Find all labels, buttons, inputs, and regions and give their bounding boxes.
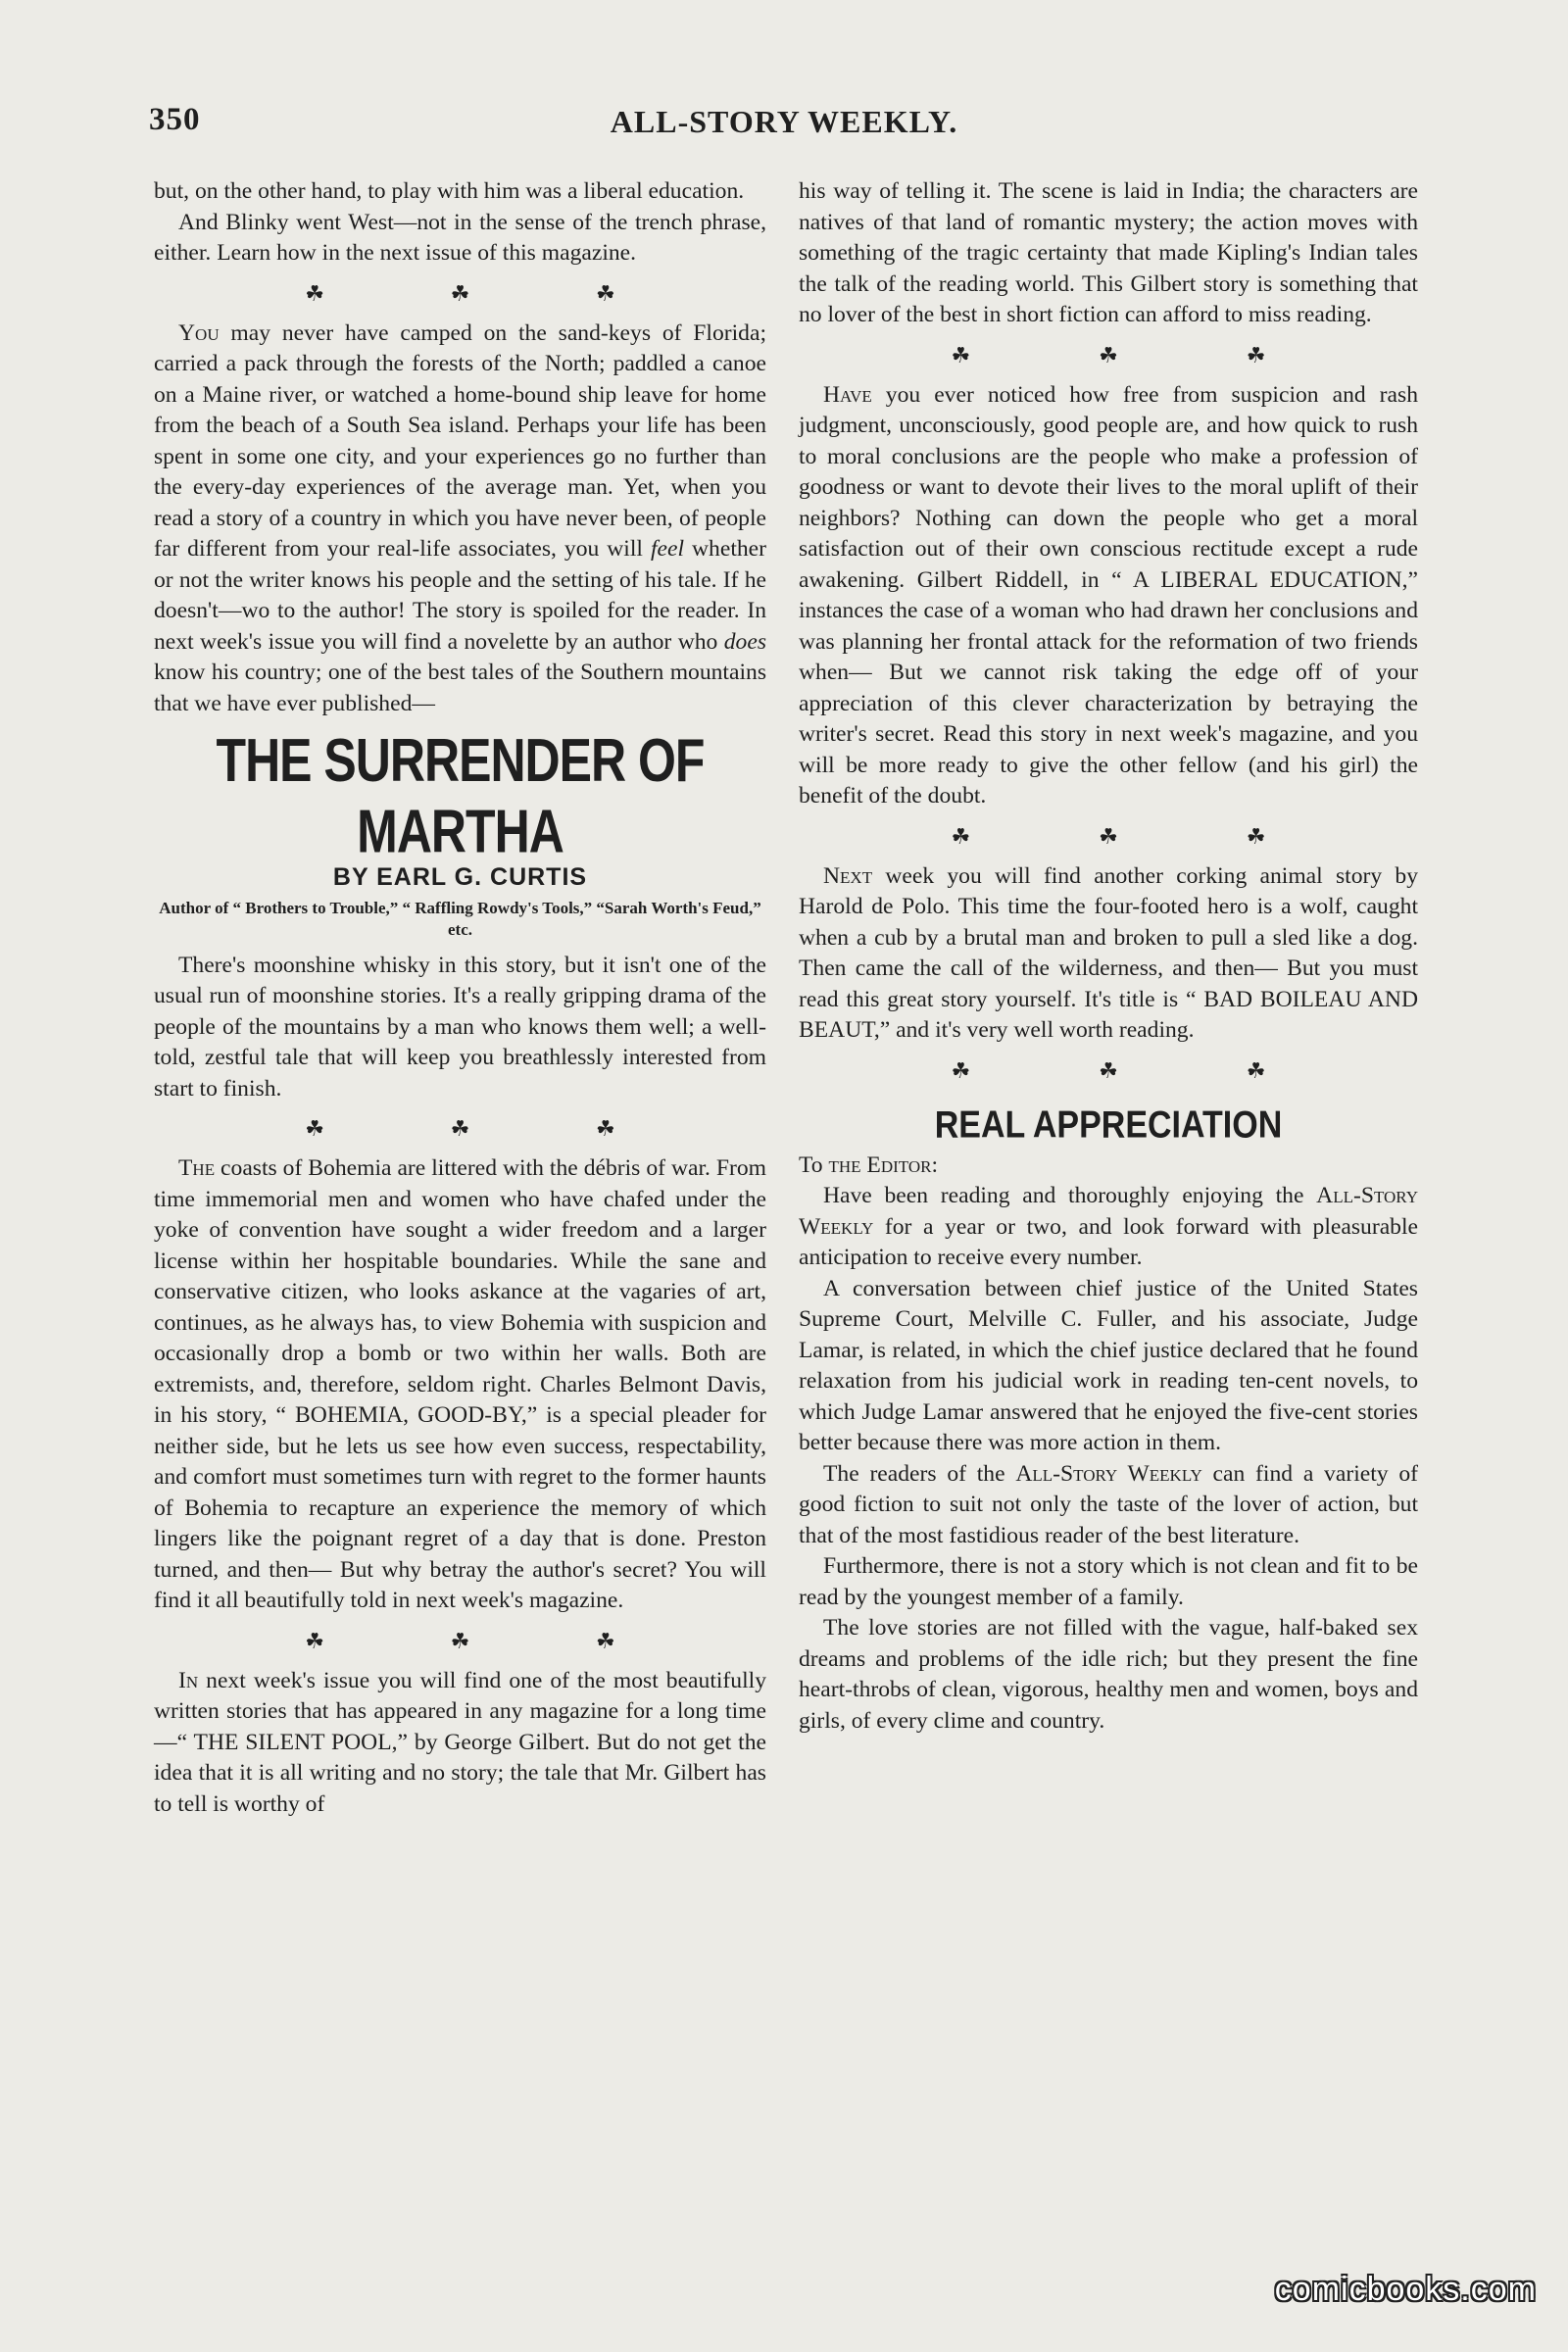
lead-word: You — [178, 319, 220, 346]
shamrock-icon: ☘ — [1099, 823, 1118, 849]
magazine-name: All-Story Weekly — [799, 1183, 1418, 1240]
shamrock-icon: ☘ — [951, 823, 971, 849]
shamrock-icon: ☘ — [305, 1116, 325, 1142]
ornament-divider — [154, 270, 766, 318]
shamrock-icon: ☘ — [1099, 342, 1118, 368]
byline: BY EARL G. CURTIS — [332, 863, 588, 891]
salutation — [799, 1151, 1418, 1182]
paragraph: The love stories are not filled with the vague, half-baked sex dreams and problems of the idle rich; but they present the fine heart-throbs of clean, vigorous, healthy men and women, boys and girls, of every clime and country. — [799, 1615, 1418, 1734]
paragraph — [799, 380, 1418, 812]
shamrock-icon: ☘ — [450, 280, 470, 306]
shamrock-icon: ☘ — [595, 280, 615, 306]
running-head: ALL-STORY WEEKLY. — [610, 104, 958, 139]
paragraph — [799, 861, 1418, 1047]
ornament-divider — [799, 331, 1418, 380]
text: the Editor — [828, 1152, 932, 1178]
text: may never have camped on the sand-keys of Florida; carried a pack through the forests of the North; paddled a canoe on a Maine river, or watched a home-bound ship leave for home from the beach of a South Sea island. Perhaps your life has been spent in some one city, and your experiences go no further than the every-day experiences of the average man. Yet, when you read a story of a country in which you have never been, of people far different from your real-life associates, you will — [154, 319, 766, 562]
paragraph: Furthermore, there is not a story which is not clean and fit to be read by the youngest member of a family. — [799, 1553, 1418, 1610]
lead-word: The — [178, 1155, 216, 1181]
shamrock-icon: ☘ — [1246, 823, 1266, 849]
text: can find a variety of good fiction to suit not only the taste of the lover of action, but that of the most fastidious reader of the best literature. — [799, 1460, 1418, 1548]
shamrock-icon: ☘ — [951, 1057, 971, 1083]
paragraph: his way of telling it. The scene is laid in India; the characters are natives of that land of romantic mystery; the action moves with something of the tragic certainty that made Kipling's Indian tales the talk of the reading world. This Gilbert story is something that no lover of the best in short fiction can afford to miss reading. — [799, 178, 1418, 327]
ornament-divider — [154, 1617, 766, 1666]
text: : — [931, 1152, 939, 1178]
story-title: THE SURRENDER OF MARTHA — [216, 725, 705, 866]
left-column — [154, 176, 766, 1820]
author-credits: Author of “ Brothers to Trouble,” “ Raffling Rowdy's Tools,” “Sarah Worth's Feud,” etc. — [159, 898, 761, 939]
lead-word: Have — [823, 381, 872, 408]
paragraph — [799, 1181, 1418, 1274]
paragraph — [154, 1153, 766, 1617]
shamrock-icon: ☘ — [450, 1628, 470, 1653]
shamrock-icon: ☘ — [450, 1116, 470, 1142]
paragraph — [799, 1459, 1418, 1552]
paragraph: but, on the other hand, to play with him was a liberal education. — [154, 178, 745, 204]
emphasis: does — [723, 628, 766, 655]
shamrock-icon: ☘ — [951, 342, 971, 368]
right-column — [799, 176, 1418, 1737]
lead-word: Next — [823, 862, 873, 889]
lead-word: In — [178, 1667, 199, 1693]
shamrock-icon: ☘ — [305, 280, 325, 306]
section-title: REAL APPRECIATION — [934, 1102, 1283, 1147]
text: next week's issue you will find one of the most beautifully written stories that has appeared in any magazine for a long time—“ THE SILENT POOL,” by George Gilbert. But do not get the idea that it is all writing and no story; the tale that Mr. Gilbert has to tell is worthy of — [154, 1667, 766, 1817]
page-number: 350 — [149, 102, 201, 137]
text: Have been reading and thoroughly enjoying the — [823, 1183, 1317, 1208]
text: coasts of Bohemia are littered with the débris of war. From time immemorial men and women who have chafed under the yoke of convention have sought a wider freedom and a larger license within her hospitable boundaries. While the sane and conservative citizen, who looks askance at the vagaries of art, continues, as he always has, to view Bohemia with suspicion and occasionally drop a bomb or two within her walls. Both are extremists, and, therefore, seldom right. Charles Belmont Davis, in his story, “ BOHEMIA, GOOD-BY,” is a special pleader for neither side, but he lets us see how even success, respectability, and comfort must sometimes turn with regret to the former haunts of Bohemia to recapture an experience the memory of which lingers like the poignant regret of a day that is done. Preston turned, and then— But why betray the author's secret? You will find it all beautifully told in next week's magazine. — [154, 1155, 766, 1613]
shamrock-icon: ☘ — [1246, 1057, 1266, 1083]
text: To — [799, 1152, 829, 1178]
text: whether or not the writer knows his people and the setting of his tale. If he doesn't—wo to the author! The story is spoiled for the reader. In next week's issue you will find a novelette by an author who — [154, 536, 767, 655]
magazine-name: All-Story Weekly — [1015, 1460, 1202, 1487]
text: know his country; one of the best tales of the Southern mountains that we have ever published— — [154, 660, 766, 716]
text: week you will find another corking animal story by Harold de Polo. This time the four-footed hero is a wolf, caught when a cub by a brutal man and broken to pull a sled like a dog. Then came the call of the wilderness, and then— But you must read this great story yourself. It's title is “ BAD BOILEAU AND BEAUT,” and it's very well worth reading. — [799, 862, 1418, 1043]
ornament-divider — [799, 812, 1418, 861]
paragraph — [154, 318, 766, 720]
paragraph: There's moonshine whisky in this story, but it isn't one of the usual run of moonshine stories. It's a really gripping drama of the people of the mountains by a man who knows them well; a well-told, zestful tale that will keep you breathlessly interested from start to finish. — [154, 952, 766, 1102]
shamrock-icon: ☘ — [1246, 342, 1266, 368]
ornament-divider — [154, 1104, 766, 1153]
paragraph: A conversation between chief justice of the United States Supreme Court, Melville C. Fuller, and his associate, Judge Lamar, is related, in which the chief justice declared that he found relaxation from his judicial work in reading ten-cent novels, to which Judge Lamar answered that he enjoyed the five-cent stories better because there was more action in them. — [799, 1275, 1418, 1455]
shamrock-icon: ☘ — [1099, 1057, 1118, 1083]
shamrock-icon: ☘ — [595, 1628, 615, 1653]
shamrock-icon: ☘ — [305, 1628, 325, 1653]
watermark: comicbooks.com — [1274, 2271, 1537, 2308]
shamrock-icon: ☘ — [595, 1116, 615, 1142]
text: for a year or two, and look forward with pleasurable anticipation to receive every number. — [799, 1213, 1418, 1270]
text: The readers of the — [823, 1460, 1016, 1487]
paragraph — [154, 1666, 766, 1821]
paragraph: And Blinky went West—not in the sense of the trench phrase, either. Learn how in the next issue of this magazine. — [154, 209, 766, 266]
ornament-divider — [799, 1047, 1418, 1096]
emphasis: feel — [650, 536, 685, 562]
text: you ever noticed how free from suspicion and rash judgment, unconsciously, good people are, and how quick to rush to moral conclusions are the people who make a profession of goodness or want to devote their lives to the moral uplift of their neighbors? Nothing can down the people who get a moral satisfaction out of their own conscious rectitude except a rude awakening. Gilbert Riddell, in “ A LIBERAL EDUCATION,” instances the case of a woman who had drawn her conclusions and was planning her frontal attack for the reformation of two friends when— But we cannot risk taking the edge off of your appreciation of this clever characterization by betraying the writer's secret. Read this story in next week's magazine, and you will be more ready to give the other fellow (and his girl) the benefit of the doubt. — [799, 381, 1418, 808]
